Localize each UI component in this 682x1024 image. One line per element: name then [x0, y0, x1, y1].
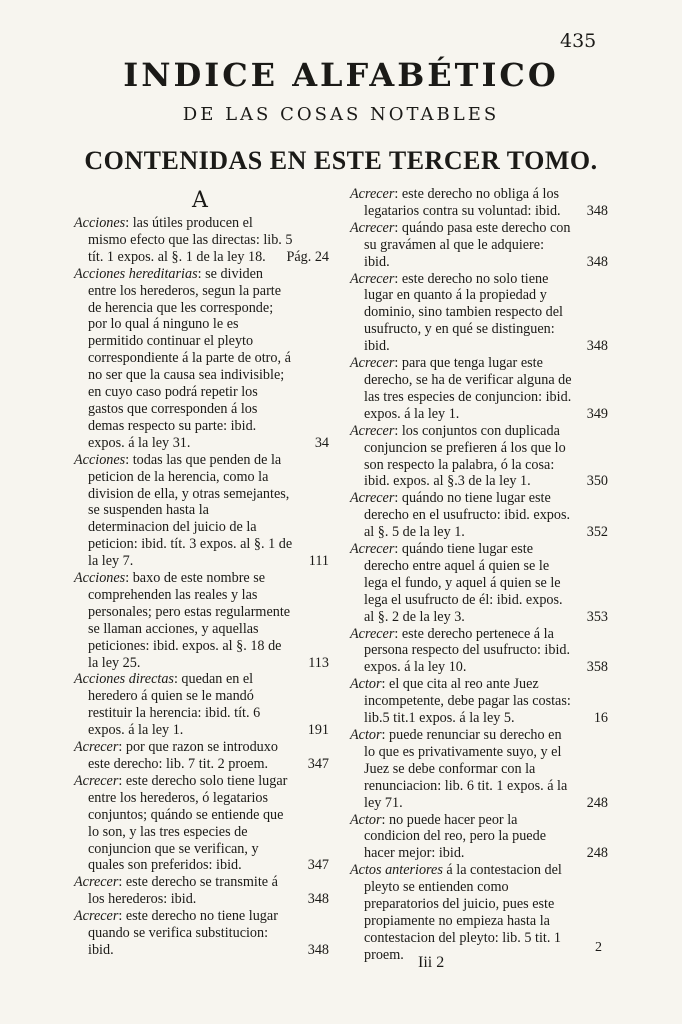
index-entry — [74, 671, 329, 739]
entry-text: : el que cita al reo ante Juez incompetente, debe pagar las costas: lib.5 tit.1 expos. á la ley 5. — [364, 676, 571, 727]
entry-headword: Acciones hereditarias — [74, 265, 198, 282]
entry-page-ref: 350 — [586, 473, 608, 490]
entry-headword: Acrecer — [350, 355, 395, 372]
entry-headword: Acciones directas — [74, 671, 174, 688]
entry-page-ref: 111 — [308, 553, 329, 570]
index-entry — [74, 215, 329, 266]
entry-text: : quándo pasa este derecho con su gravámen al que le adquiere: ibid. — [364, 219, 571, 270]
entry-headword: Acrecer — [350, 422, 395, 439]
entry-headword: Acrecer — [74, 739, 119, 756]
index-entry — [350, 541, 608, 626]
index-entry — [74, 570, 329, 671]
entry-page-ref: 348 — [586, 253, 608, 270]
entry-text: : las útiles producen el mismo efecto que las directas: lib. 5 tít. 1 expos. al §. 1 de la ley 18. — [88, 215, 293, 265]
entry-text: : este derecho no solo tiene lugar en quanto á la propiedad y dominio, sino tambien respecto del usufructo, y en qué se distinguen: ibid. — [364, 270, 563, 355]
index-entry — [350, 423, 608, 491]
entry-headword: Acrecer — [350, 186, 395, 202]
index-entry — [350, 490, 608, 541]
index-entry — [74, 874, 329, 908]
index-entry — [350, 271, 608, 356]
index-entry — [74, 908, 329, 959]
entry-text: : los conjuntos con duplicada conjuncion se prefieren á los que lo son respecto la palabra, ó la cosa: ibid. expos. al §.3 de la ley 1. — [364, 422, 566, 490]
index-entry — [350, 676, 608, 727]
entry-text: : baxo de este nombre se comprehenden las reales y las personales; pero estas regularmente se llaman acciones, y aquellas peticiones: ibid. expos. al §. 18 de la ley 25. — [88, 570, 291, 671]
entry-text: á la contestacion del pleyto se entienden como preparatorios del juicio, pues este propiamente no empieza hasta la contestacion del pleyto: lib. 5 tit. 1 proem. — [364, 862, 562, 963]
entry-headword: Acrecer — [350, 625, 395, 642]
entry-page-ref: 348 — [586, 202, 608, 219]
index-entry — [350, 355, 608, 423]
section-letter: A — [192, 188, 208, 213]
entry-text: : quándo no tiene lugar este derecho en el usufructo: ibid. expos. al §. 5 de la ley 1. — [364, 490, 571, 541]
index-entry — [74, 452, 329, 570]
entry-text: : todas las que penden de la peticion de la herencia, como la division de ella, y otras semejantes, se suspenden hasta la determinacion del juicio de la peticion: ibid. tít. 3 expos. al §. 1 de la ley 7. — [88, 451, 293, 570]
entry-page-ref: 34 — [314, 434, 329, 451]
entry-page-ref: 349 — [586, 405, 608, 422]
entry-text: : se dividen entre los herederos, segun la parte de herencia que les corresponde; por lo qual á ninguno le es permitido continuar el pleyto correspondiente á la parte de otro, á no ser que la causa sea indivisible; en cuyo caso podrá repetir los gastos que corresponden á los demas respecto su parte: ibid. expos. á la ley 31. — [88, 265, 291, 451]
entry-page-ref: 358 — [586, 659, 608, 676]
entry-headword: Actos anteriores — [350, 862, 443, 879]
entry-headword: Actor — [350, 727, 382, 743]
entry-page-ref: 347 — [307, 857, 329, 874]
entry-page-ref: 248 — [586, 845, 608, 862]
entry-page-ref: 348 — [307, 941, 329, 958]
page-title: INDICE ALFABÉTICO — [123, 56, 559, 94]
entry-headword: Acrecer — [74, 874, 119, 891]
entry-text: : puede renunciar su derecho en lo que es privativamente suyo, y el Juez se debe conformar con la renunciacion: lib. 6 tit. 1 expos. á la ley 71. — [364, 727, 568, 811]
index-entry — [74, 773, 329, 874]
entry-page-ref: 352 — [586, 524, 608, 541]
entry-headword: Acrecer — [350, 541, 395, 558]
entry-text: : este derecho se transmite á los herederos: ibid. — [88, 874, 278, 908]
entry-page-ref: 353 — [586, 608, 608, 625]
entry-text: : este derecho no tiene lugar quando se verifica substitucion: ibid. — [88, 908, 278, 958]
entry-text: : para que tenga lugar este derecho, se ha de verificar alguna de las tres especies de conjuncion: ibid. expos. á la ley 1. — [364, 355, 572, 422]
entry-headword: Acrecer — [350, 219, 395, 236]
page-subtitle: DE LAS COSAS NOTABLES — [182, 104, 500, 125]
index-entry — [350, 220, 608, 271]
entry-text: : no puede hacer peor la condicion del reo, pero la puede hacer mejor: ibid. — [364, 811, 546, 862]
entry-page-ref: 347 — [307, 756, 329, 772]
index-entry — [350, 186, 608, 220]
left-column — [74, 215, 329, 959]
right-column — [350, 186, 608, 964]
entry-text: : este derecho solo tiene lugar entre los herederos, ó legatarios conjuntos; quándo se entiende que lo son, y las tres especies de conjuncion que se verifican, y quales son preferidos: ibid. — [88, 772, 288, 874]
entry-page-ref: 248 — [586, 794, 608, 811]
entry-headword: Actor — [350, 676, 382, 693]
entry-page-ref: 348 — [586, 338, 608, 355]
index-entry — [350, 862, 608, 963]
index-entry — [350, 727, 608, 812]
index-entry — [74, 739, 329, 773]
entry-headword: Acrecer — [350, 270, 395, 287]
entry-headword: Acrecer — [350, 490, 395, 507]
catchword: 2 — [595, 940, 602, 955]
index-entry — [350, 812, 608, 863]
entry-text: : quedan en el heredero á quien se le mandó restituir la herencia: ibid. tít. 6 expos. á la ley 1. — [88, 671, 261, 739]
entry-headword: Acciones — [74, 451, 126, 468]
index-entry — [350, 626, 608, 677]
entry-headword: Acrecer — [74, 772, 119, 789]
entry-text: : este derecho pertenece á la persona respecto del usufructo: ibid. expos. á la ley 10. — [364, 625, 571, 676]
entry-headword: Acciones — [74, 215, 126, 231]
entry-text: : por que razon se introduxo este derecho: lib. 7 tit. 2 proem. — [88, 739, 278, 772]
entry-page-ref: 113 — [308, 654, 329, 671]
page-number: 435 — [560, 30, 597, 52]
entry-headword: Acciones — [74, 570, 126, 587]
entry-text: : este derecho no obliga á los legatarios contra su voluntad: ibid. — [364, 186, 561, 219]
entry-page-ref: 191 — [307, 722, 329, 739]
entry-text: : quándo tiene lugar este derecho entre aquel á quien se le lega el fundo, y aquel á quien se le lega el usufructo de él: ibid. expos. al §. 2 de la ley 3. — [364, 541, 563, 625]
entry-headword: Actor — [350, 811, 382, 828]
page-subtitle-2: CONTENIDAS EN ESTE TERCER TOMO. — [84, 146, 598, 175]
entry-page-ref: 16 — [593, 710, 608, 727]
entry-page-ref: 348 — [307, 891, 329, 908]
entry-page-ref: Pág. 24 — [286, 248, 329, 265]
signature-mark: Iii 2 — [418, 954, 445, 971]
index-entry — [74, 266, 329, 452]
entry-headword: Acrecer — [74, 908, 119, 925]
